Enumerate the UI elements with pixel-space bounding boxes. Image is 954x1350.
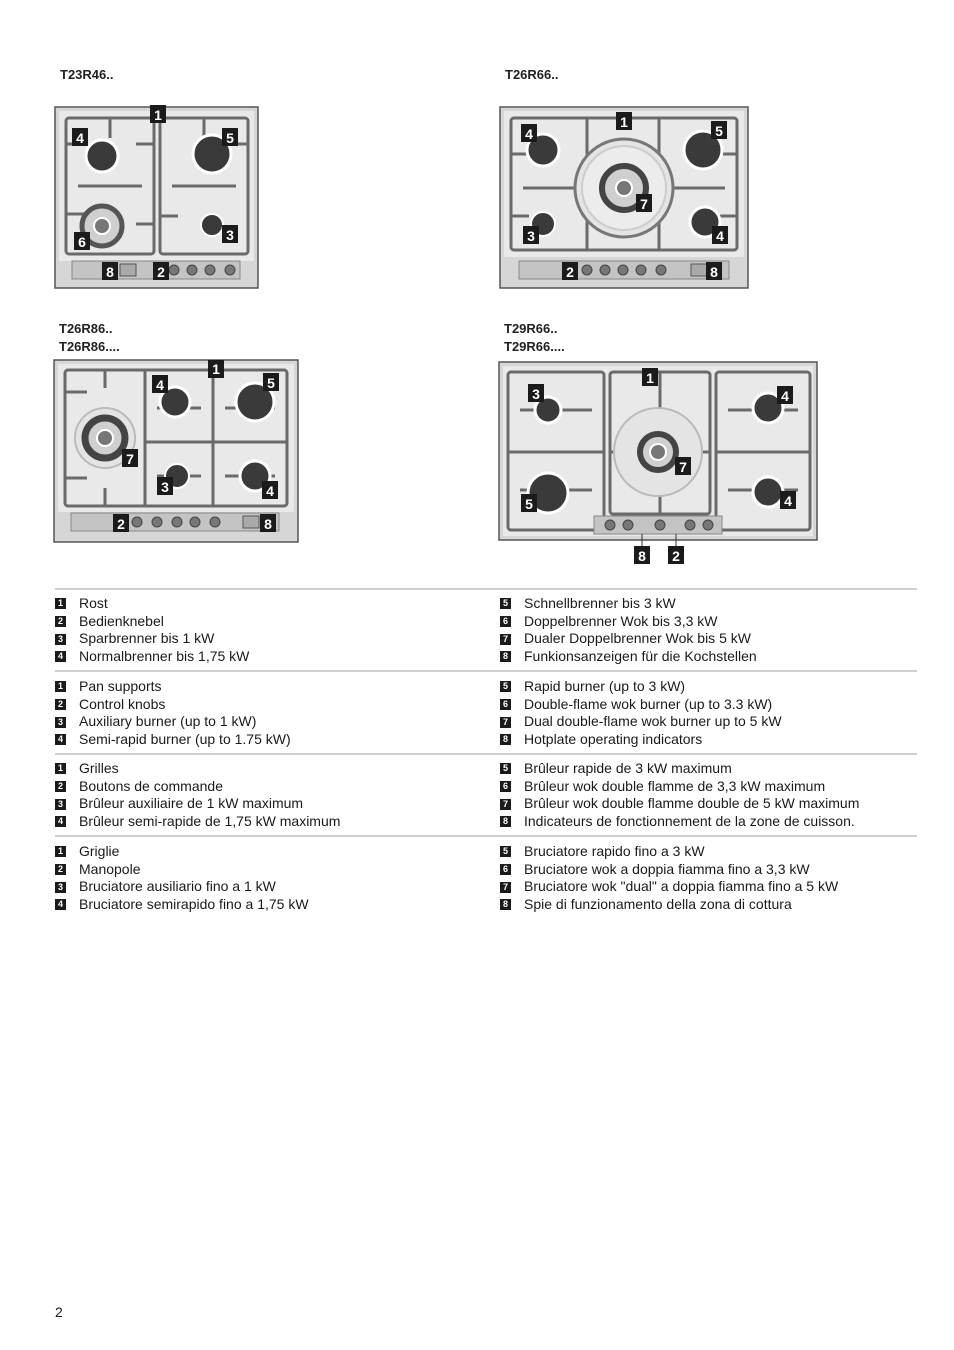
legend-item — [500, 795, 920, 813]
legend-text: Control knobs — [79, 695, 166, 712]
legend-text: Rost — [79, 595, 108, 611]
legend-column-right — [500, 595, 920, 666]
svg-text:8: 8 — [106, 264, 114, 280]
legend-divider — [55, 670, 917, 672]
number-badge: 2 — [55, 616, 66, 627]
svg-text:4: 4 — [525, 126, 533, 142]
svg-text:4: 4 — [781, 388, 789, 404]
model-title-t26r66 — [505, 66, 558, 84]
svg-text:3: 3 — [226, 227, 234, 243]
svg-text:6: 6 — [78, 234, 86, 250]
legend-item — [500, 813, 920, 831]
legend-text: Manopole — [79, 860, 141, 877]
legend-text: Brûleur wok double flamme de 3,3 kW maximum — [524, 777, 826, 794]
legend-item — [55, 731, 475, 749]
svg-text:7: 7 — [679, 459, 687, 475]
number-badge: 1 — [55, 598, 66, 609]
legend-item — [55, 760, 475, 778]
svg-text:1: 1 — [620, 114, 628, 130]
svg-text:5: 5 — [267, 375, 275, 391]
number-badge: 3 — [55, 799, 66, 810]
legend-item — [55, 896, 475, 914]
legend-column-right — [500, 843, 920, 914]
legend-text: Bruciatore ausiliario fino a 1 kW — [79, 878, 276, 895]
legend-item — [500, 613, 920, 631]
svg-text:2: 2 — [117, 516, 125, 532]
legend-text: Grilles — [79, 760, 119, 776]
model-label: T26R66.. — [505, 67, 559, 82]
legend-text: Pan supports — [79, 678, 162, 694]
legend-item — [55, 778, 475, 796]
model-label: T26R86.... — [59, 339, 120, 354]
legend-item — [500, 878, 920, 896]
number-badge: 8 — [500, 816, 511, 827]
model-title-t23r46 — [60, 66, 113, 84]
number-badge: 4 — [55, 816, 66, 827]
svg-text:8: 8 — [638, 548, 646, 564]
legend-item — [500, 630, 920, 648]
legend-divider — [55, 753, 917, 755]
legend-text: Dual double-flame wok burner up to 5 kW — [524, 713, 782, 730]
svg-text:2: 2 — [157, 264, 165, 280]
number-badge: 5 — [500, 681, 511, 692]
legend-column-left — [55, 843, 475, 914]
svg-text:1: 1 — [646, 370, 654, 386]
legend-text: Funkionsanzeigen für die Kochstellen — [524, 648, 757, 665]
legend-text: Boutons de commande — [79, 777, 223, 794]
legend-item — [55, 861, 475, 879]
legend-text: Bruciatore wok "dual" a doppia fiamma fino a 5 kW — [524, 878, 839, 895]
legend-item — [55, 630, 475, 648]
number-badge: 2 — [55, 864, 66, 875]
number-badge: 4 — [55, 734, 66, 745]
legend-item — [55, 795, 475, 813]
svg-text:4: 4 — [76, 130, 84, 146]
legend-item — [500, 896, 920, 914]
svg-text:8: 8 — [264, 516, 272, 532]
legend-text: Auxiliary burner (up to 1 kW) — [79, 713, 257, 730]
legend-column-left — [55, 678, 475, 749]
legend-text: Brûleur wok double flamme double de 5 kW maximum — [524, 795, 860, 812]
legend-text: Bruciatore rapido fino a 3 kW — [524, 843, 705, 859]
number-badge: 5 — [500, 598, 511, 609]
model-label: T29R66.... — [504, 339, 565, 354]
number-badge: 7 — [500, 717, 511, 728]
number-badge: 5 — [500, 846, 511, 857]
legend-item — [500, 778, 920, 796]
svg-text:5: 5 — [525, 496, 533, 512]
svg-text:4: 4 — [784, 493, 792, 509]
number-badge: 2 — [55, 781, 66, 792]
hob-diagram-t23r46 — [54, 104, 260, 290]
svg-text:7: 7 — [640, 196, 648, 212]
model-label: T23R46.. — [60, 67, 114, 82]
hob-diagram-t29r66 — [498, 360, 820, 570]
svg-text:7: 7 — [126, 451, 134, 467]
legend-text: Schnellbrenner bis 3 kW — [524, 595, 676, 611]
legend-item — [500, 595, 920, 613]
number-badge: 5 — [500, 763, 511, 774]
legend-divider — [55, 835, 917, 837]
svg-text:5: 5 — [715, 123, 723, 139]
legend-divider — [55, 588, 917, 590]
svg-text:3: 3 — [161, 479, 169, 495]
svg-text:1: 1 — [154, 107, 162, 123]
number-badge: 8 — [500, 651, 511, 662]
legend-item — [500, 648, 920, 666]
svg-text:3: 3 — [532, 386, 540, 402]
legend-text: Brûleur auxiliaire de 1 kW maximum — [79, 795, 304, 812]
svg-text:2: 2 — [672, 548, 680, 564]
hob-diagram-t26r86 — [53, 358, 301, 544]
model-label: T26R86.. — [59, 321, 113, 336]
legend-item — [55, 648, 475, 666]
number-badge: 3 — [55, 634, 66, 645]
legend-item — [55, 696, 475, 714]
legend-text: Semi-rapid burner (up to 1.75 kW) — [79, 731, 291, 748]
number-badge: 3 — [55, 882, 66, 893]
legend-text: Sparbrenner bis 1 kW — [79, 630, 215, 647]
legend-item — [55, 843, 475, 861]
legend-item — [500, 678, 920, 696]
number-badge: 1 — [55, 763, 66, 774]
number-badge: 3 — [55, 717, 66, 728]
page-number: 2 — [55, 1304, 63, 1320]
svg-text:3: 3 — [527, 228, 535, 244]
legend-text: Bruciatore wok a doppia fiamma fino a 3,3 kW — [524, 860, 810, 877]
legend-column-left — [55, 595, 475, 666]
number-badge: 4 — [55, 651, 66, 662]
number-badge: 7 — [500, 882, 511, 893]
legend-item — [55, 595, 475, 613]
legend-item — [500, 760, 920, 778]
number-badge: 6 — [500, 699, 511, 710]
number-badge: 1 — [55, 681, 66, 692]
legend-text: Griglie — [79, 843, 120, 859]
legend-item — [500, 696, 920, 714]
model-title-t29r66 — [504, 320, 565, 356]
legend-text: Spie di funzionamento della zona di cottura — [524, 896, 792, 913]
number-badge: 6 — [500, 616, 511, 627]
legend-text: Dualer Doppelbrenner Wok bis 5 kW — [524, 630, 751, 647]
legend-text: Bedienknebel — [79, 612, 164, 629]
legend-item — [55, 678, 475, 696]
legend-item — [500, 731, 920, 749]
svg-text:4: 4 — [266, 483, 274, 499]
svg-text:8: 8 — [710, 264, 718, 280]
legend-text: Indicateurs de fonctionnement de la zone de cuisson. — [524, 813, 855, 830]
number-badge: 7 — [500, 634, 511, 645]
legend-text: Normalbrenner bis 1,75 kW — [79, 648, 250, 665]
legend-column-right — [500, 678, 920, 749]
number-badge: 6 — [500, 781, 511, 792]
legend-text: Brûleur rapide de 3 kW maximum — [524, 760, 732, 776]
legend-item — [55, 613, 475, 631]
number-badge: 6 — [500, 864, 511, 875]
legend-text: Doppelbrenner Wok bis 3,3 kW — [524, 612, 718, 629]
svg-text:4: 4 — [716, 228, 724, 244]
number-badge: 2 — [55, 699, 66, 710]
svg-text:4: 4 — [156, 377, 164, 393]
model-label: T29R66.. — [504, 321, 558, 336]
legend-text: Rapid burner (up to 3 kW) — [524, 678, 686, 694]
legend-item — [55, 813, 475, 831]
hob-diagram-t26r66 — [499, 104, 751, 290]
model-title-t26r86 — [59, 320, 120, 356]
legend-column-left — [55, 760, 475, 831]
legend-text: Bruciatore semirapido fino a 1,75 kW — [79, 896, 309, 913]
number-badge: 8 — [500, 899, 511, 910]
number-badge: 8 — [500, 734, 511, 745]
number-badge: 4 — [55, 899, 66, 910]
legend-text: Double-flame wok burner (up to 3.3 kW) — [524, 695, 773, 712]
legend-item — [500, 861, 920, 879]
legend-item — [55, 878, 475, 896]
legend-item — [500, 843, 920, 861]
svg-text:1: 1 — [212, 361, 220, 377]
legend-column-right — [500, 760, 920, 831]
number-badge: 1 — [55, 846, 66, 857]
number-badge: 7 — [500, 799, 511, 810]
legend-text: Hotplate operating indicators — [524, 731, 703, 748]
svg-text:5: 5 — [226, 130, 234, 146]
legend-item — [55, 713, 475, 731]
legend-item — [500, 713, 920, 731]
legend-text: Brûleur semi-rapide de 1,75 kW maximum — [79, 813, 341, 830]
svg-text:2: 2 — [566, 264, 574, 280]
